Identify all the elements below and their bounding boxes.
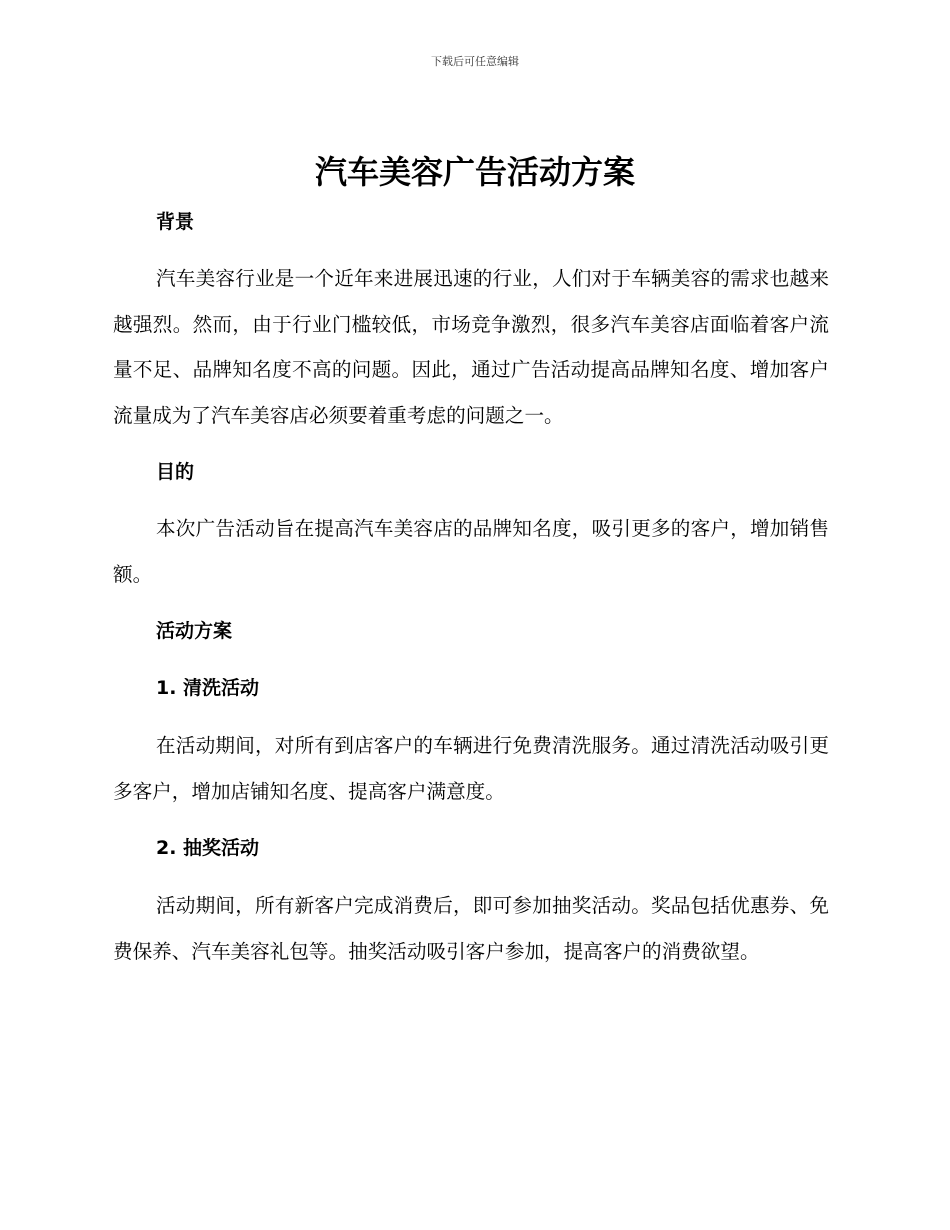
section-heading-lottery: 2. 抽奖活动 bbox=[156, 837, 260, 859]
section-paragraph-background: 汽车美容行业是一个近年来进展迅速的行业，人们对于车辆美容的需求也越来越强烈。然而，由于行业门槛较低，市场竞争激烈，很多汽车美容店面临着客户流量不足、品牌知名度不高的问题。因此，通过广告活动提高品牌知名度、增加客户流量成为了汽车美容店必须要着重考虑的问题之一。 bbox=[113, 267, 829, 427]
section-heading-plan: 活动方案 bbox=[156, 620, 233, 642]
section-paragraph-lottery: 活动期间，所有新客户完成消费后，即可参加抽奖活动。奖品包括优惠券、免费保养、汽车美容礼包等。抽奖活动吸引客户参加，提高客户的消费欲望。 bbox=[113, 894, 829, 963]
page-header-note: 下载后可任意编辑 bbox=[431, 55, 519, 68]
section-heading-washing: 1. 清洗活动 bbox=[156, 677, 260, 699]
section-heading-purpose: 目的 bbox=[156, 461, 195, 483]
section-paragraph-washing: 在活动期间，对所有到店客户的车辆进行免费清洗服务。通过清洗活动吸引更多客户，增加店铺知名度、提高客户满意度。 bbox=[113, 734, 829, 803]
section-heading-background: 背景 bbox=[156, 211, 195, 233]
section-paragraph-purpose: 本次广告活动旨在提高汽车美容店的品牌知名度，吸引更多的客户，增加销售额。 bbox=[113, 517, 829, 586]
document-title: 汽车美容广告活动方案 bbox=[314, 153, 635, 191]
